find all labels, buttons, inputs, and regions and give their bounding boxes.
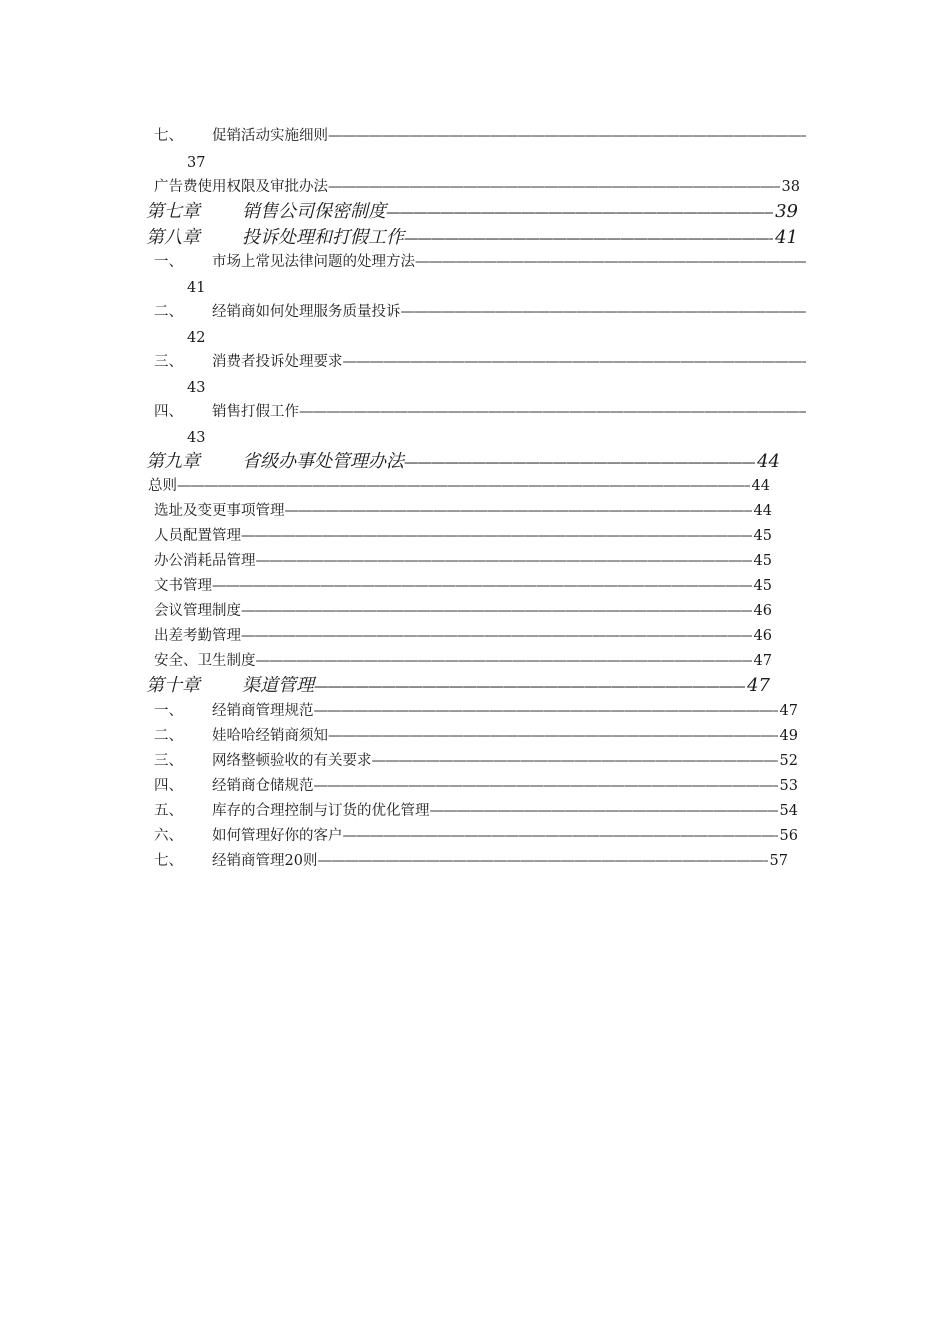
entry-number: 一、 [154, 254, 183, 270]
dot-leader [299, 400, 806, 424]
dot-leader [343, 824, 778, 848]
toc-entry[interactable] [154, 400, 806, 424]
entry-label: 广告费使用权限及审批办法 [154, 179, 328, 195]
entry-page-number: 45 [753, 553, 772, 569]
toc-entry[interactable] [154, 649, 772, 673]
chapter-title: 销售公司保密制度 [242, 201, 386, 222]
entry-number: 二、 [154, 728, 183, 744]
dot-leader [401, 300, 807, 324]
entry-number: 三、 [154, 753, 183, 769]
entry-label: 会议管理制度 [154, 603, 241, 619]
dot-leader [404, 226, 773, 252]
toc-entry[interactable] [154, 524, 772, 548]
entry-label: 安全、卫生制度 [154, 653, 256, 669]
chapter-title: 渠道管理 [242, 675, 314, 696]
entry-page-number: 54 [779, 803, 798, 819]
entry-label: 市场上常见法律问题的处理方法 [212, 254, 415, 270]
dot-leader [430, 799, 778, 823]
toc-entry[interactable] [154, 499, 772, 523]
entry-label: 办公消耗品管理 [154, 553, 256, 569]
entry-page-number: 52 [779, 753, 798, 769]
toc-entry[interactable] [154, 250, 806, 274]
chapter-heading[interactable] [146, 199, 798, 225]
dot-leader [256, 549, 752, 573]
entry-label: 促销活动实施细则 [212, 128, 328, 144]
dot-leader [386, 200, 773, 226]
entry-page-number: 49 [779, 728, 798, 744]
entry-label: 网络整顿验收的有关要求 [212, 753, 372, 769]
entry-page-number: 46 [753, 603, 772, 619]
entry-number: 四、 [154, 404, 183, 420]
entry-number: 三、 [154, 354, 183, 370]
toc-entry[interactable] [154, 300, 806, 324]
dot-leader [328, 124, 806, 148]
dot-leader [343, 350, 807, 374]
entry-label: 文书管理 [154, 578, 212, 594]
dot-leader [241, 624, 752, 648]
dot-leader [241, 599, 752, 623]
entry-number: 一、 [154, 703, 183, 719]
dot-leader [314, 699, 778, 723]
entry-label: 消费者投诉处理要求 [212, 354, 343, 370]
entry-page-number: 45 [753, 578, 772, 594]
entry-page-number: 47 [779, 703, 798, 719]
entry-label: 人员配置管理 [154, 528, 241, 544]
chapter-page-number: 44 [757, 451, 780, 472]
dot-leader [404, 450, 755, 476]
entry-number: 二、 [154, 304, 183, 320]
entry-label: 娃哈哈经销商须知 [212, 728, 328, 744]
entry-page-number: 37 [187, 155, 206, 171]
toc-entry[interactable] [154, 175, 800, 199]
entry-label: 如何管理好你的客户 [212, 828, 343, 844]
entry-label: 经销商管理20则 [212, 853, 318, 869]
chapter-number: 第八章 [146, 227, 200, 248]
dot-leader [314, 674, 745, 700]
dot-leader [177, 474, 750, 498]
entry-page-number: 38 [781, 179, 800, 195]
entry-page-number: 42 [187, 330, 206, 346]
chapter-heading[interactable] [146, 673, 770, 699]
entry-page-number: 56 [779, 828, 798, 844]
dot-leader [241, 524, 752, 548]
entry-label: 经销商管理规范 [212, 703, 314, 719]
entry-page-number: 46 [753, 628, 772, 644]
dot-leader [415, 250, 806, 274]
entry-label: 出差考勤管理 [154, 628, 241, 644]
toc-entry[interactable] [154, 724, 798, 748]
toc-entry[interactable] [154, 599, 772, 623]
entry-page-number: 43 [187, 380, 206, 396]
chapter-number: 第九章 [146, 451, 200, 472]
chapter-page-number: 47 [747, 675, 770, 696]
entry-page-number: 44 [753, 503, 772, 519]
chapter-title: 投诉处理和打假工作 [242, 227, 404, 248]
entry-label: 经销商仓储规范 [212, 778, 314, 794]
toc-entry[interactable] [154, 549, 772, 573]
entry-number: 六、 [154, 828, 183, 844]
chapter-page-number: 41 [775, 227, 798, 248]
entry-page-number: 53 [779, 778, 798, 794]
entry-label: 经销商如何处理服务质量投诉 [212, 304, 401, 320]
toc-entry[interactable] [154, 699, 798, 723]
toc-entry[interactable] [154, 774, 798, 798]
entry-label: 总则 [148, 478, 177, 494]
entry-page-number: 57 [769, 853, 788, 869]
toc-entry[interactable] [148, 474, 770, 498]
chapter-title: 省级办事处管理办法 [242, 451, 404, 472]
entry-number: 五、 [154, 803, 183, 819]
entry-number: 四、 [154, 778, 183, 794]
dot-leader [314, 774, 778, 798]
toc-entry[interactable] [154, 824, 798, 848]
entry-number: 七、 [154, 853, 183, 869]
toc-entry[interactable] [154, 749, 798, 773]
toc-entry[interactable] [154, 350, 806, 374]
entry-page-number: 41 [187, 280, 206, 296]
dot-leader [256, 649, 752, 673]
toc-entry[interactable] [154, 849, 788, 873]
dot-leader [328, 724, 778, 748]
toc-entry[interactable] [154, 574, 772, 598]
chapter-page-number: 39 [775, 201, 798, 222]
entry-label: 选址及变更事项管理 [154, 503, 285, 519]
toc-entry[interactable] [154, 124, 806, 148]
entry-label: 库存的合理控制与订货的优化管理 [212, 803, 430, 819]
dot-leader [285, 499, 752, 523]
dot-leader [317, 849, 767, 873]
dot-leader [372, 749, 778, 773]
chapter-number: 第十章 [146, 675, 200, 696]
entry-page-number: 44 [751, 478, 770, 494]
entry-page-number: 45 [753, 528, 772, 544]
entry-page-number: 47 [753, 653, 772, 669]
dot-leader [328, 175, 780, 199]
toc-entry[interactable] [154, 799, 798, 823]
entry-number: 七、 [154, 128, 183, 144]
entry-page-number: 43 [187, 430, 206, 446]
entry-label: 销售打假工作 [212, 404, 299, 420]
chapter-heading[interactable] [146, 449, 780, 475]
dot-leader [212, 574, 752, 598]
chapter-number: 第七章 [146, 201, 200, 222]
toc-entry[interactable] [154, 624, 772, 648]
chapter-heading[interactable] [146, 225, 798, 251]
